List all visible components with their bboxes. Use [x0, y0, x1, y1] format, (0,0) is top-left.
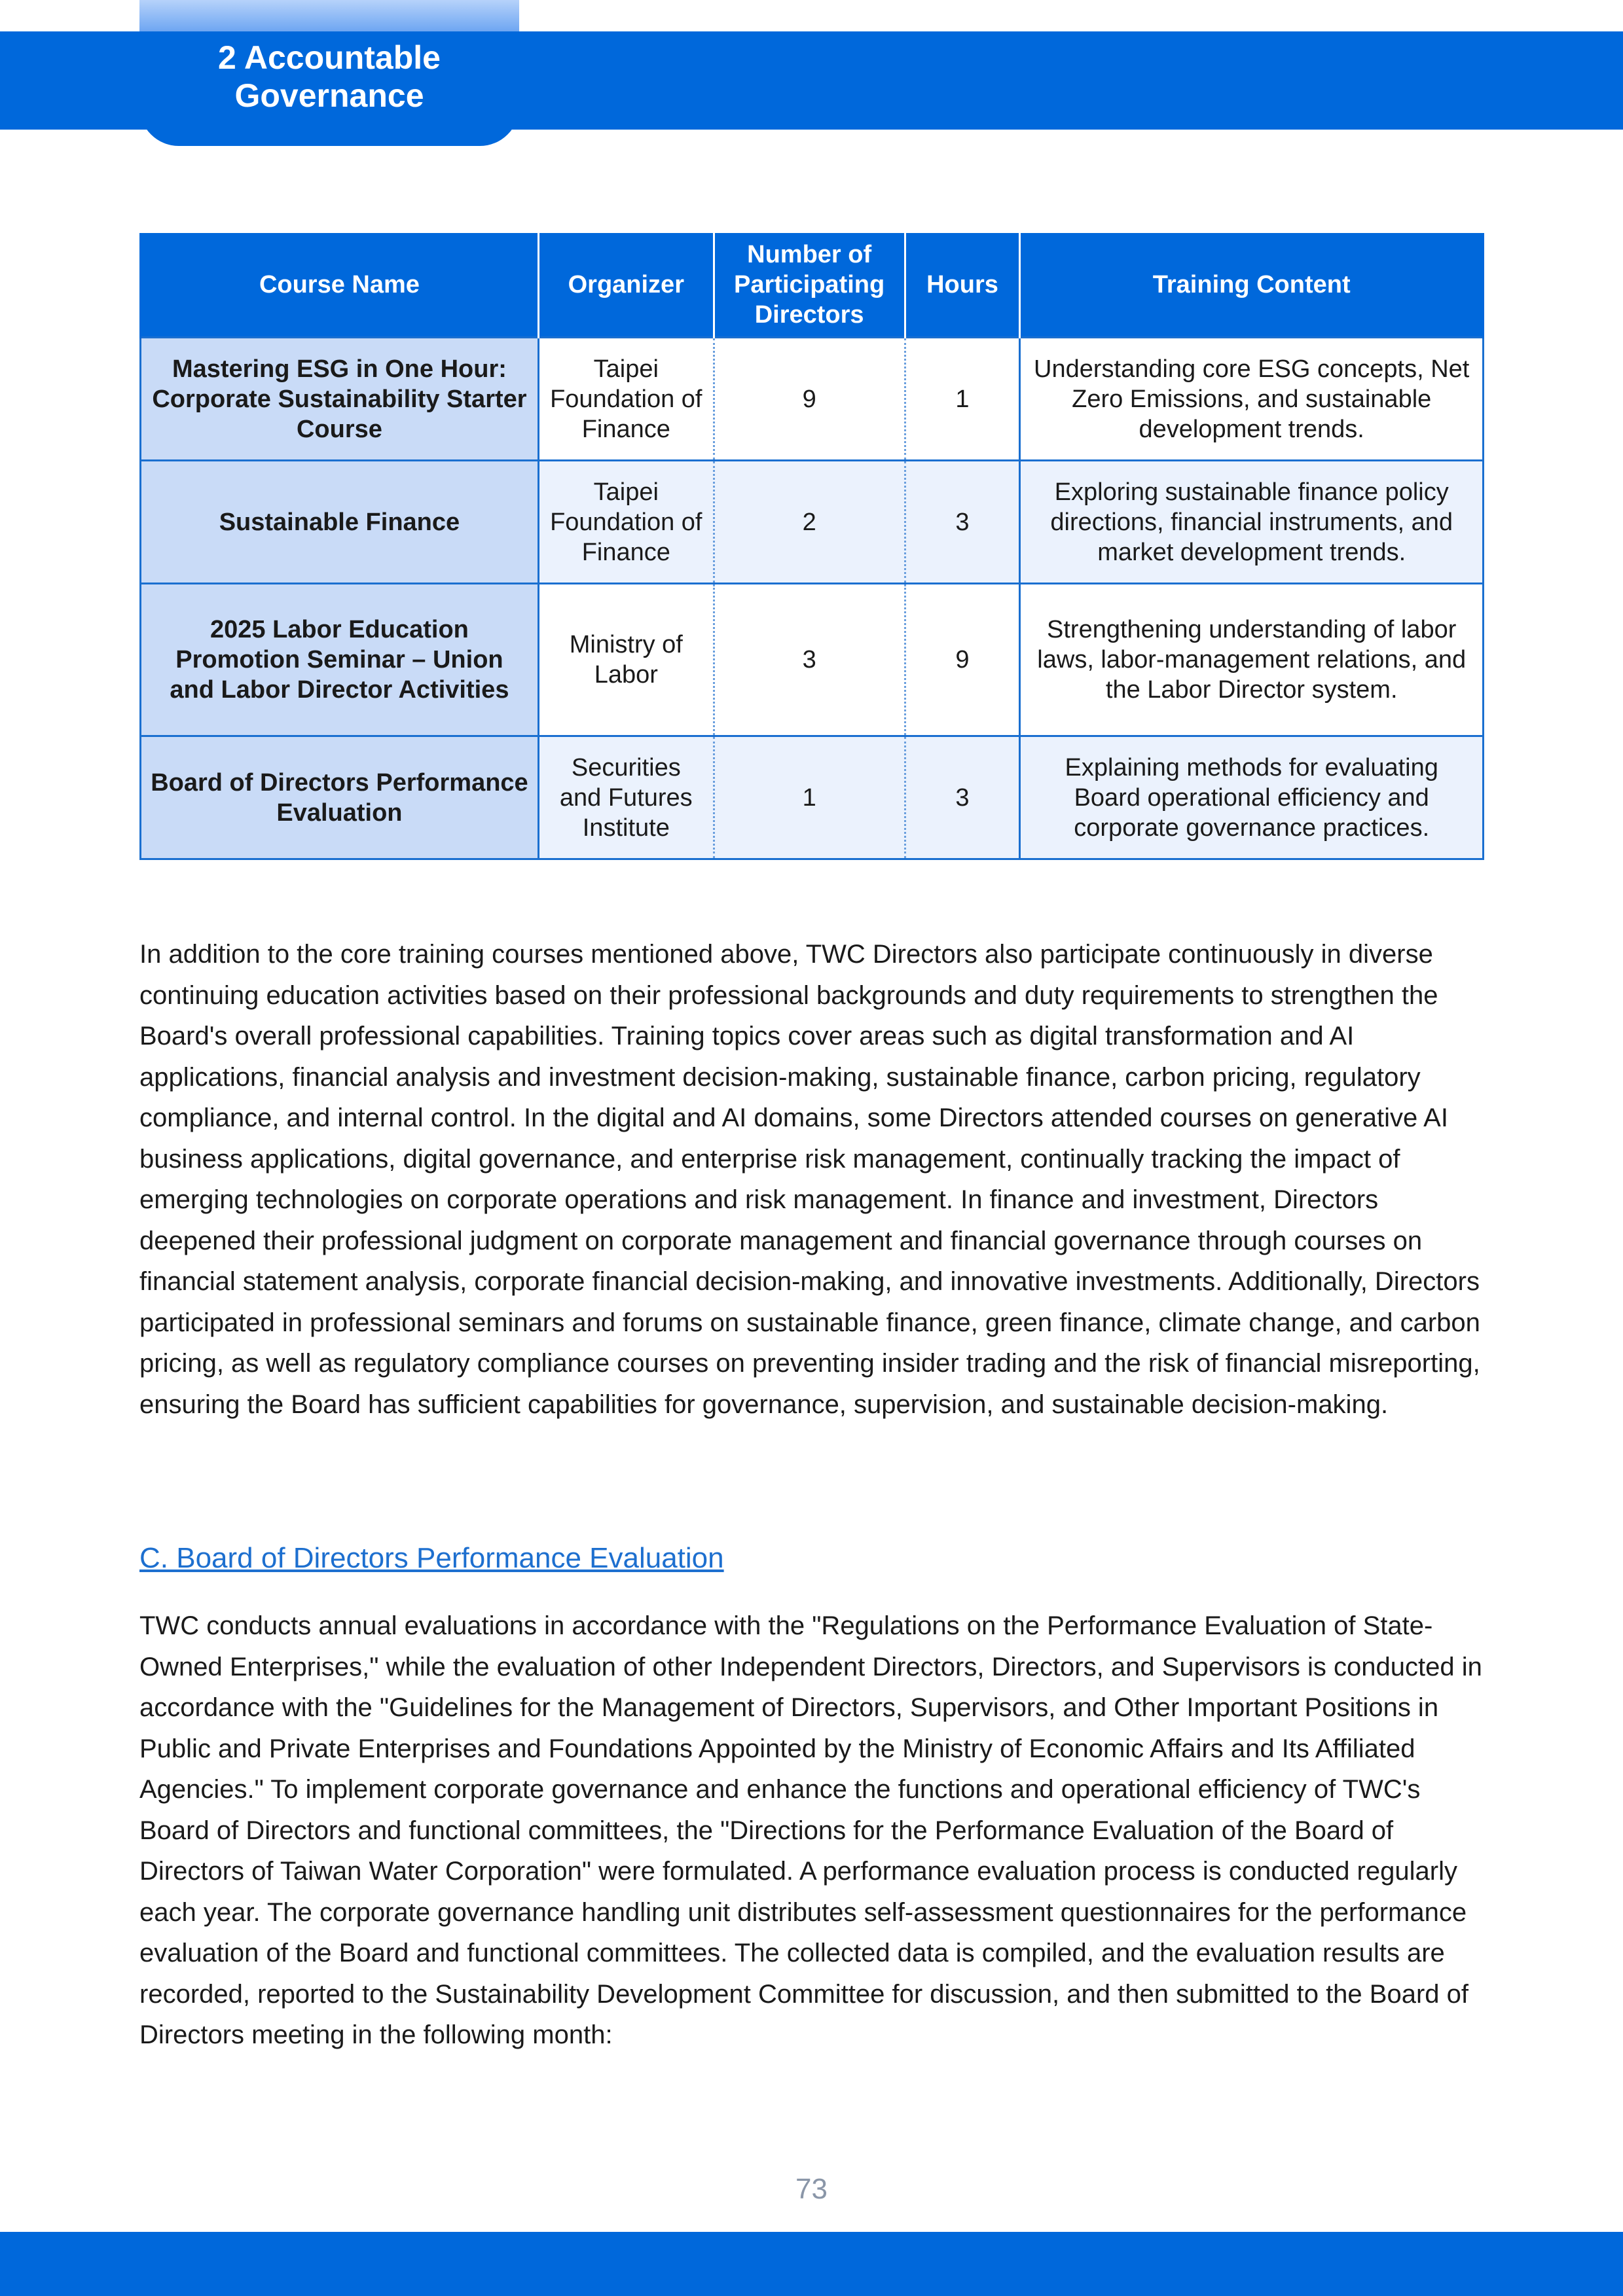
section-tab: [139, 0, 519, 146]
section-tab-fade: [139, 0, 519, 31]
course-name-cell: 2025 Labor Education Promotion Seminar – Union and Labor Director Activities: [141, 584, 539, 736]
directors-cell: 3: [714, 584, 905, 736]
hours-cell: 3: [905, 461, 1020, 584]
section-title-line2: Governance: [234, 77, 424, 114]
training-courses-table: [139, 233, 1484, 860]
directors-cell: 9: [714, 338, 905, 461]
content-cell: Exploring sustainable finance policy directions, financial instruments, and market development trends.: [1020, 461, 1484, 584]
table-row: [141, 736, 1484, 859]
header-participating-directors: Number of Participating Directors: [714, 233, 905, 338]
course-name-cell: Mastering ESG in One Hour: Corporate Sustainability Starter Course: [141, 338, 539, 461]
section-c-heading[interactable]: C. Board of Directors Performance Evaluation: [139, 1542, 724, 1574]
header-hours: Hours: [905, 233, 1020, 338]
hours-cell: 1: [905, 338, 1020, 461]
section-title-line1: 2 Accountable: [218, 39, 441, 76]
hours-cell: 3: [905, 736, 1020, 859]
content-cell: Strengthening understanding of labor laws, labor-management relations, and the Labor Director system.: [1020, 584, 1484, 736]
directors-cell: 1: [714, 736, 905, 859]
performance-evaluation-paragraph: TWC conducts annual evaluations in accordance with the "Regulations on the Performance Evaluation of State-Owned Enterprises," while the evaluation of other Independent Directors, Directors, and Supervisors is conducted in accordance with the "Guidelines for the Management of Directors, Supervisors, and Other Important Positions in Public and Private Enterprises and Foundations Appointed by the Ministry of Economic Affairs and Its Affiliated Agencies." To implement corporate governance and enhance the functions and operational efficiency of TWC's Board of Directors and functional committees, the "Directions for the Performance Evaluation of the Board of Directors of Taiwan Water Corporation" were formulated. A performance evaluation process is conducted regularly each year. The corporate governance handling unit distributes self-assessment questionnaires for the performance evaluation of the Board and functional committees. The collected data is compiled, and the evaluation results are recorded, reported to the Sustainability Development Committee for discussion, and then submitted to the Board of Directors meeting in the following month:: [139, 1611, 1482, 2049]
header-training-content: Training Content: [1020, 233, 1484, 338]
organizer-cell: Taipei Foundation of Finance: [538, 338, 714, 461]
content-cell: Explaining methods for evaluating Board operational efficiency and corporate governance practices.: [1020, 736, 1484, 859]
organizer-cell: Securities and Futures Institute: [538, 736, 714, 859]
header-course-name: Course Name: [141, 233, 539, 338]
table-header-row: [141, 233, 1484, 338]
section-title: [218, 39, 441, 115]
organizer-cell: Taipei Foundation of Finance: [538, 461, 714, 584]
continuing-education-paragraph: In addition to the core training courses mentioned above, TWC Directors also participate continuously in diverse continuing education activities based on their professional backgrounds and duty requirements to strengthen the Board's overall professional capabilities. Training topics cover areas such as digital transformation and AI applications, financial analysis and investment decision-making, sustainable finance, carbon pricing, regulatory compliance, and internal control. In the digital and AI domains, some Directors attended courses on generative AI business applications, digital governance, and enterprise risk management, continually tracking the impact of emerging technologies on corporate operations and risk management. In finance and investment, Directors deepened their professional judgment on corporate management and financial governance through courses on financial statement analysis, corporate financial decision-making, and innovative investments. Additionally, Directors participated in professional seminars and forums on sustainable finance, green finance, climate change, and carbon pricing, as well as regulatory compliance courses on preventing insider trading and the risk of financial misreporting, ensuring the Board has sufficient capabilities for governance, supervision, and sustainable decision-making.: [139, 940, 1480, 1419]
table-row: [141, 584, 1484, 736]
table-row: [141, 461, 1484, 584]
footer-band: [0, 2232, 1623, 2296]
table-row: [141, 338, 1484, 461]
content-cell: Understanding core ESG concepts, Net Zero Emissions, and sustainable development trends.: [1020, 338, 1484, 461]
directors-cell: 2: [714, 461, 905, 584]
course-name-cell: Sustainable Finance: [141, 461, 539, 584]
course-name-cell: Board of Directors Performance Evaluation: [141, 736, 539, 859]
organizer-cell: Ministry of Labor: [538, 584, 714, 736]
hours-cell: 9: [905, 584, 1020, 736]
header-organizer: Organizer: [538, 233, 714, 338]
page-number: 73: [795, 2173, 828, 2205]
